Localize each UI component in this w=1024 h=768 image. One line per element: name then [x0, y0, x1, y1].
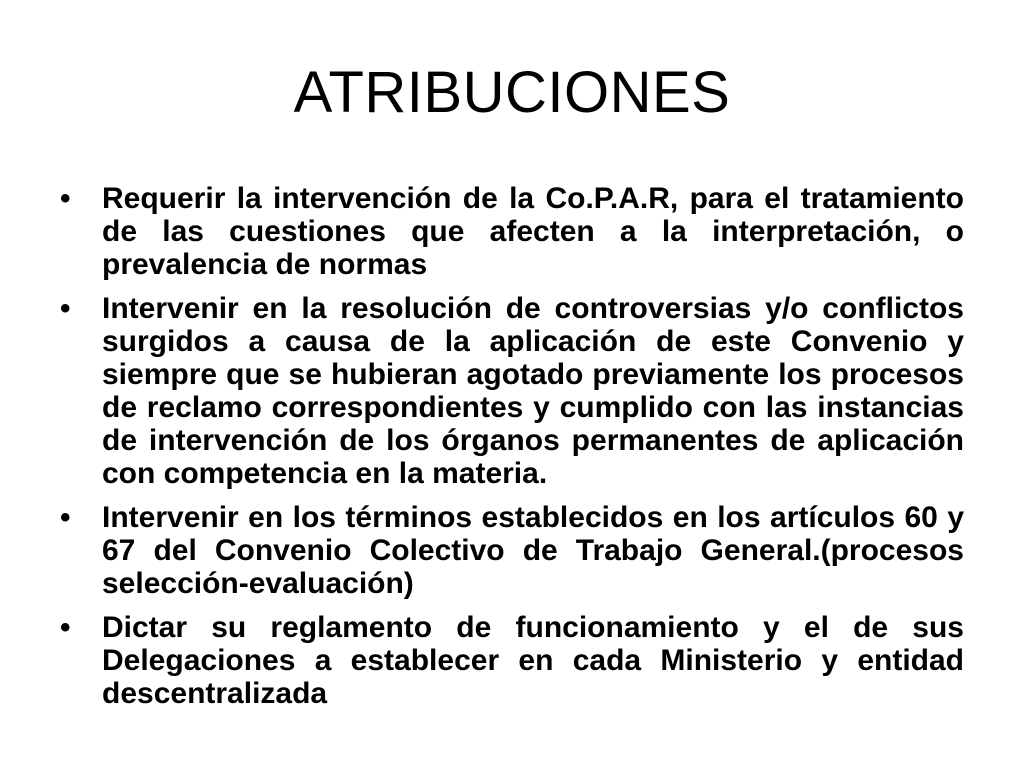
bullet-text: Dictar su reglamento de funcionamiento y el de sus Delegaciones a establecer en cada Ministerio y entidad descentralizada — [102, 611, 964, 710]
slide-title: ATRIBUCIONES — [293, 60, 731, 125]
bullet-item — [60, 611, 964, 710]
bullet-text: Requerir la intervención de la Co.P.A.R, para el tratamiento de las cuestiones que afecten a la interpretación, o prevalencia de normas — [102, 182, 964, 281]
bullet-dot-icon: • — [60, 182, 71, 215]
bullet-text: Intervenir en los términos establecidos en los artículos 60 y 67 del Convenio Colectivo de Trabajo General.(procesos selección-evaluación) — [102, 501, 964, 600]
bullet-item — [60, 292, 964, 490]
bullet-item — [60, 182, 964, 281]
bullet-list — [60, 182, 964, 721]
bullet-text: Intervenir en la resolución de controversias y/o conflictos surgidos a causa de la aplicación de este Convenio y siempre que se hubieran agotado previamente los procesos de reclamo correspondientes y cumplido con las instancias de intervención de los órganos permanentes de aplicación con competencia en la materia. — [102, 292, 964, 490]
bullet-dot-icon: • — [60, 292, 71, 325]
bullet-item — [60, 501, 964, 600]
bullet-dot-icon: • — [60, 501, 71, 534]
bullet-dot-icon: • — [60, 611, 71, 644]
